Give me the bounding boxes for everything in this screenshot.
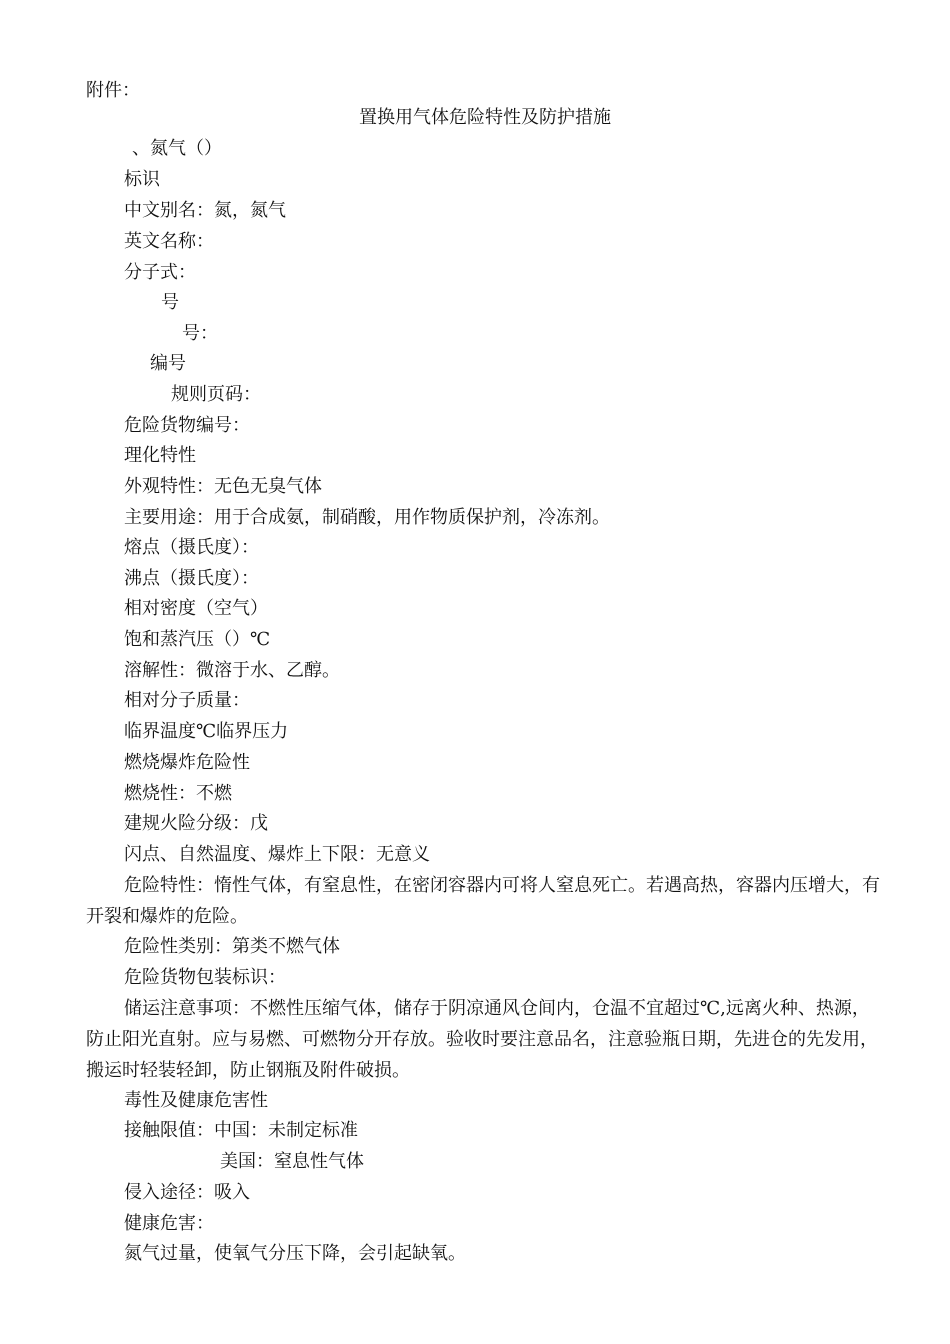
cn-alias: 中文别名：氮，氮气 (124, 200, 286, 221)
hazard-characteristics: 危险特性：惰性气体，有窒息性，在密闭容器内可将人窒息死亡。若遇高热，容器内压增大，有开裂和爆炸的危险。 (86, 875, 880, 927)
health-hazard-text: 氮气过量，使氧气分压下降，会引起缺氧。 (124, 1243, 466, 1264)
storage-notes: 储运注意事项：不燃性压缩气体，储存于阴凉通风仓间内，仓温不宜超过℃,远离火种、热源，防止阳光直射。应与易燃、可燃物分开存放。验收时要注意品名，注意验瓶日期，先进仓的先发用，搬运时轻装轻卸，防止钢瓶及附件破损。 (86, 998, 878, 1081)
number-label-2: 号： (182, 323, 218, 344)
vapor-pressure: 饱和蒸汽压（）℃ (124, 629, 271, 650)
melting-point: 熔点（摄氏度）： (124, 537, 259, 558)
combustibility: 燃烧性：不燃 (124, 783, 232, 804)
physchem-heading: 理化特性 (124, 445, 196, 466)
dangerous-goods-number: 危险货物编号： (124, 415, 250, 436)
fire-class: 建规火险分级：戊 (124, 813, 268, 834)
solubility: 溶解性：微溶于水、乙醇。 (124, 660, 340, 681)
package-mark: 危险货物包装标识： (124, 967, 286, 988)
molecular-formula: 分子式： (124, 262, 196, 283)
main-use: 主要用途：用于合成氨，制硝酸，用作物质保护剂，冷冻剂。 (124, 507, 610, 528)
en-name: 英文名称： (124, 231, 214, 252)
entry-route: 侵入途径：吸入 (124, 1182, 250, 1203)
appearance: 外观特性：无色无臭气体 (124, 476, 322, 497)
boiling-point: 沸点（摄氏度）： (124, 568, 259, 589)
identification-heading: 标识 (124, 169, 160, 190)
section-heading: 、氮气（） (132, 138, 222, 159)
exposure-limit-china: 接触限值：中国：未制定标准 (124, 1120, 358, 1141)
relative-density: 相对密度（空气） (124, 598, 268, 619)
exposure-limit-usa: 美国：窒息性气体 (220, 1151, 364, 1172)
critical-values: 临界温度℃临界压力 (124, 721, 289, 742)
number-label-1: 号 (161, 292, 179, 313)
molecular-mass: 相对分子质量： (124, 690, 250, 711)
health-hazard-label: 健康危害： (124, 1213, 214, 1234)
hazard-class: 危险性类别：第类不燃气体 (124, 936, 340, 957)
rule-page-label: 规则页码： (171, 384, 261, 405)
flash-point: 闪点、自然温度、爆炸上下限：无意义 (124, 844, 430, 865)
document-title: 置换用气体危险特性及防护措施 (359, 107, 611, 128)
health-heading: 毒性及健康危害性 (124, 1090, 268, 1111)
code-label: 编号 (150, 353, 186, 374)
fire-heading: 燃烧爆炸危险性 (124, 752, 250, 773)
attachment-label: 附件： (86, 80, 140, 101)
